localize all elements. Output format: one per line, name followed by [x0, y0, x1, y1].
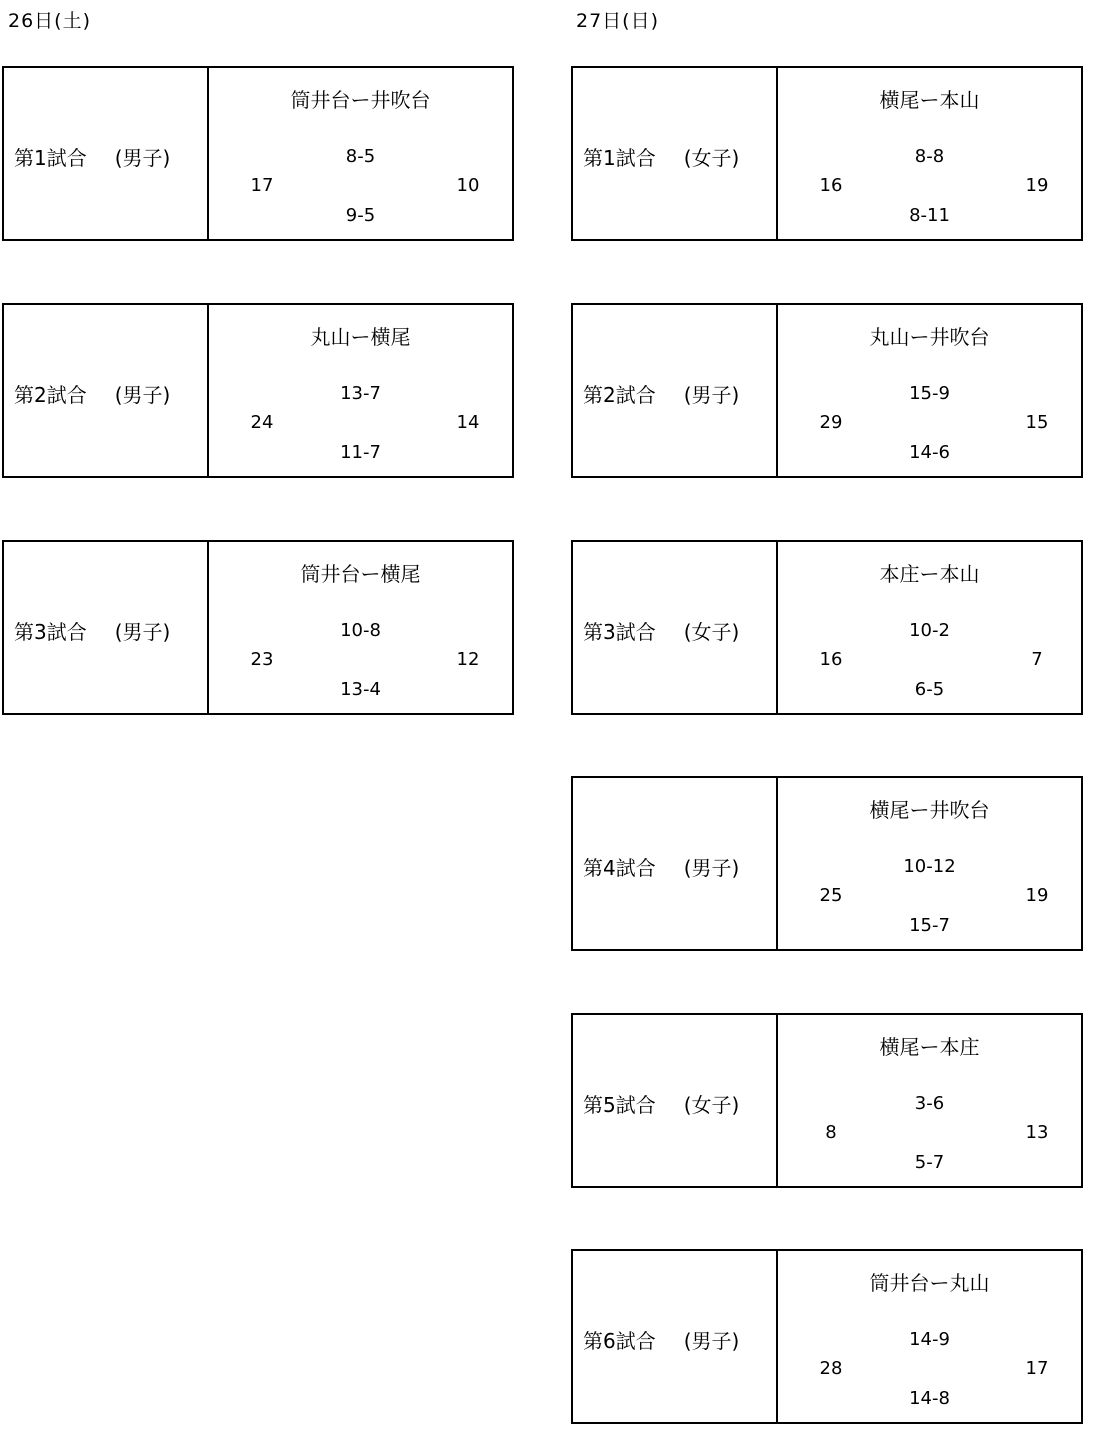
match-title: 第1試合 — [583, 146, 656, 170]
first-half-score: 13-7 — [340, 383, 381, 404]
match-teams: 筒井台ー井吹台 — [290, 88, 431, 112]
first-half-score: 3-6 — [914, 1093, 945, 1114]
match-label-cell — [573, 1251, 778, 1422]
match-label — [583, 1089, 739, 1118]
match-title: 第3試合 — [583, 620, 656, 644]
first-half-score: 14-9 — [909, 1329, 950, 1350]
match-gender: (男子) — [683, 856, 740, 880]
second-half-score: 8-11 — [909, 205, 950, 226]
match-label — [583, 379, 739, 408]
total-score-right: 19 — [1025, 885, 1049, 906]
second-half-score: 15-7 — [909, 915, 950, 936]
match-label — [14, 379, 170, 408]
total-score-left: 29 — [819, 412, 843, 433]
total-score-right: 12 — [456, 649, 480, 670]
match-label-cell — [4, 305, 209, 476]
day-label-27: 27日(日) — [576, 10, 660, 32]
match-title: 第4試合 — [583, 856, 656, 880]
total-score-right: 10 — [456, 175, 480, 196]
match-card — [571, 1013, 1083, 1188]
match-card — [571, 776, 1083, 951]
match-label — [14, 616, 170, 645]
match-title: 第3試合 — [14, 620, 87, 644]
total-score-left: 8 — [825, 1122, 837, 1143]
total-score-right: 15 — [1025, 412, 1049, 433]
score-cell — [778, 68, 1081, 239]
second-half-score: 13-4 — [340, 679, 381, 700]
total-score-left: 25 — [819, 885, 843, 906]
second-half-score: 6-5 — [914, 679, 945, 700]
match-label — [14, 142, 170, 171]
match-title: 第2試合 — [583, 383, 656, 407]
score-cell — [778, 1251, 1081, 1422]
match-teams: 本庄ー本山 — [879, 562, 980, 586]
first-half-score: 10-2 — [909, 620, 950, 641]
day-label-26: 26日(土) — [8, 10, 92, 32]
match-title: 第6試合 — [583, 1329, 656, 1353]
match-label-cell — [4, 68, 209, 239]
match-gender: (男子) — [683, 383, 740, 407]
score-cell — [209, 68, 512, 239]
match-label — [583, 852, 739, 881]
total-score-right: 17 — [1025, 1358, 1049, 1379]
total-score-right: 13 — [1025, 1122, 1049, 1143]
match-label-cell — [573, 305, 778, 476]
match-card — [2, 303, 514, 478]
match-label — [583, 1325, 739, 1354]
match-teams: 筒井台ー横尾 — [300, 562, 421, 586]
total-score-left: 28 — [819, 1358, 843, 1379]
first-half-score: 15-9 — [909, 383, 950, 404]
total-score-left: 17 — [250, 175, 274, 196]
total-score-left: 16 — [819, 175, 843, 196]
second-half-score: 9-5 — [345, 205, 376, 226]
second-half-score: 14-6 — [909, 442, 950, 463]
match-teams: 横尾ー本山 — [879, 88, 980, 112]
match-card — [2, 66, 514, 241]
total-score-left: 23 — [250, 649, 274, 670]
match-label-cell — [573, 68, 778, 239]
match-teams: 丸山ー井吹台 — [869, 325, 990, 349]
match-gender: (男子) — [114, 383, 171, 407]
match-gender: (女子) — [683, 146, 740, 170]
score-cell — [209, 305, 512, 476]
match-gender: (女子) — [683, 620, 740, 644]
total-score-left: 24 — [250, 412, 274, 433]
match-teams: 横尾ー本庄 — [879, 1035, 980, 1059]
match-label-cell — [4, 542, 209, 713]
match-teams: 横尾ー井吹台 — [869, 798, 990, 822]
first-half-score: 8-8 — [914, 146, 945, 167]
match-title: 第1試合 — [14, 146, 87, 170]
match-teams: 筒井台ー丸山 — [869, 1271, 990, 1295]
match-card — [571, 540, 1083, 715]
second-half-score: 5-7 — [914, 1152, 945, 1173]
match-label — [583, 142, 739, 171]
match-label-cell — [573, 778, 778, 949]
match-title: 第2試合 — [14, 383, 87, 407]
match-card — [571, 1249, 1083, 1424]
match-label — [583, 616, 739, 645]
second-half-score: 14-8 — [909, 1388, 950, 1409]
match-gender: (女子) — [683, 1093, 740, 1117]
match-label-cell — [573, 1015, 778, 1186]
first-half-score: 8-5 — [345, 146, 376, 167]
match-card — [571, 66, 1083, 241]
total-score-right: 7 — [1031, 649, 1043, 670]
first-half-score: 10-12 — [903, 856, 956, 877]
score-cell — [778, 542, 1081, 713]
match-title: 第5試合 — [583, 1093, 656, 1117]
total-score-left: 16 — [819, 649, 843, 670]
match-gender: (男子) — [114, 146, 171, 170]
match-label-cell — [573, 542, 778, 713]
score-cell — [778, 778, 1081, 949]
first-half-score: 10-8 — [340, 620, 381, 641]
match-teams: 丸山ー横尾 — [310, 325, 411, 349]
total-score-right: 14 — [456, 412, 480, 433]
score-cell — [209, 542, 512, 713]
total-score-right: 19 — [1025, 175, 1049, 196]
score-cell — [778, 305, 1081, 476]
match-card — [2, 540, 514, 715]
match-card — [571, 303, 1083, 478]
match-gender: (男子) — [683, 1329, 740, 1353]
match-gender: (男子) — [114, 620, 171, 644]
score-cell — [778, 1015, 1081, 1186]
second-half-score: 11-7 — [340, 442, 381, 463]
